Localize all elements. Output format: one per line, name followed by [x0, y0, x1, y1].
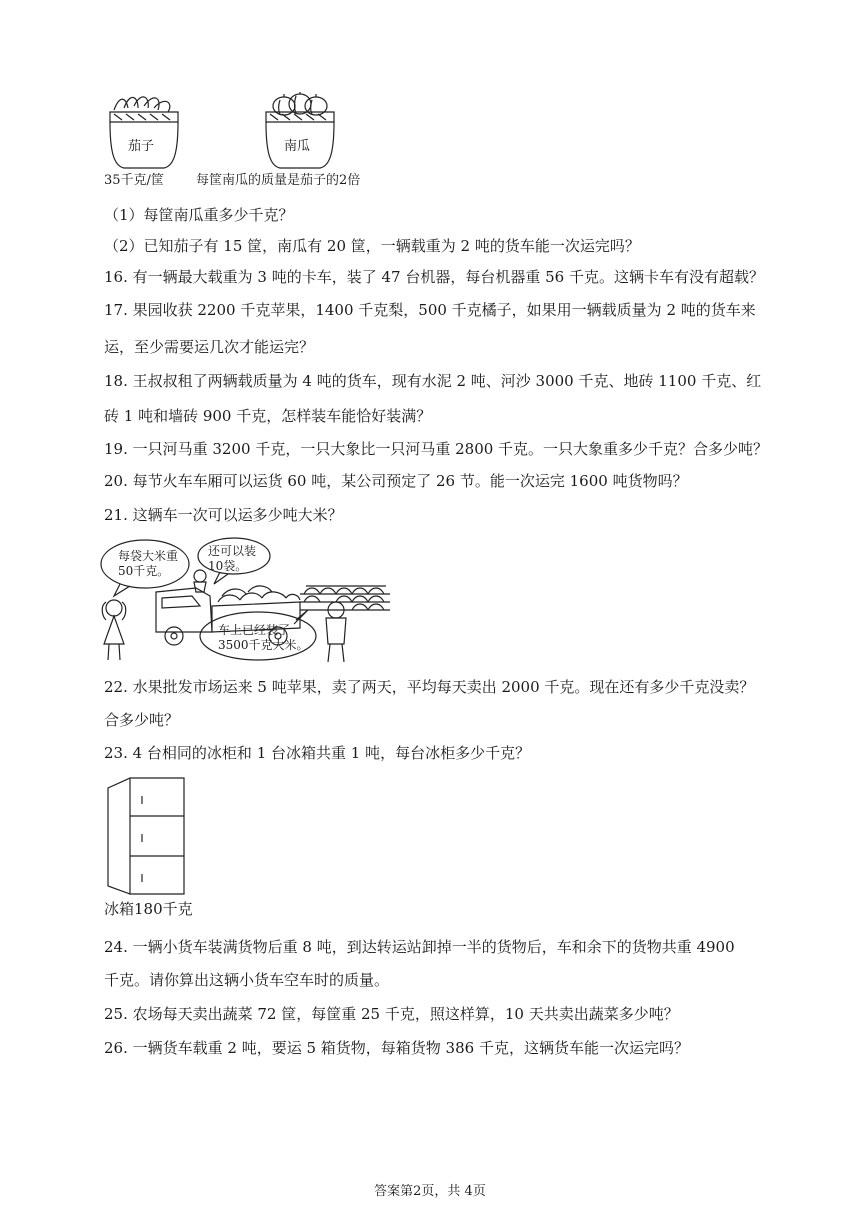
question-24-line1: 24. 一辆小货车装满货物后重 8 吨，到达转运站卸掉一半的货物后，车和余下的货物共重 4900: [104, 938, 735, 956]
speech-bubble-rice-loaded: 车上已经装了 3500千克大米。: [218, 623, 309, 652]
pumpkin-note: 每筐南瓜的质量是茄子的2倍: [196, 173, 361, 188]
question-22-line2: 合多少吨？: [104, 711, 180, 729]
question-18-line2: 砖 1 吨和墙砖 900 千克，怎样装车能恰好装满？: [104, 407, 432, 425]
question-19: 19. 一只河马重 3200 千克，一只大象比一只河马重 2800 千克。一只大象重多少千克？合多少吨？: [104, 440, 769, 458]
speech-bubble-bags-left: 还可以装 10袋。: [208, 544, 257, 573]
question-15-2: （2）已知茄子有 15 筐，南瓜有 20 筐，一辆载重为 2 吨的货车能一次运完吗？: [104, 237, 640, 255]
question-17-line2: 运，至少需要运几次才能运完？: [104, 338, 315, 356]
pumpkin-label: 南瓜: [284, 139, 311, 154]
question-25: 25. 农场每天卖出蔬菜 72 筐，每筐重 25 千克，照这样算，10 天共卖出蔬菜多少吨？: [104, 1005, 679, 1023]
question-21: 21. 这辆车一次可以运多少吨大米？: [104, 506, 343, 524]
question-18-line1: 18. 王叔叔租了两辆载质量为 4 吨的货车，现有水泥 2 吨、河沙 3000 千克、地砖 1100 千克、红: [104, 372, 762, 390]
question-16: 16. 有一辆最大载重为 3 吨的卡车，装了 47 台机器，每台机器重 56 千克。这辆卡车有没有超载？: [104, 268, 764, 286]
question-24-line2: 千克。请你算出这辆小货车空车时的质量。: [104, 971, 390, 989]
speech-bubble-rice-bag-weight: 每袋大米重 50千克。: [118, 549, 179, 578]
page-footer: 答案第2页，共 4页: [374, 1184, 486, 1199]
question-17-line1: 17. 果园收获 2200 千克苹果，1400 千克梨，500 千克橘子，如果用一辆载质量为 2 吨的货车来: [104, 301, 756, 319]
eggplant-label: 茄子: [128, 139, 155, 154]
eggplant-basket-figure: [104, 92, 184, 172]
question-15-1: （1）每筐南瓜重多少千克？: [104, 206, 294, 224]
refrigerator-figure: [104, 774, 188, 898]
question-20: 20. 每节火车车厢可以运货 60 吨，某公司预定了 26 节。能一次运完 1600 吨货物吗？: [104, 472, 688, 490]
question-23: 23. 4 台相同的冰柜和 1 台冰箱共重 1 吨，每台冰柜多少千克？: [104, 744, 531, 762]
eggplant-weight: 35千克/筐: [104, 173, 164, 188]
question-22-line1: 22. 水果批发市场运来 5 吨苹果，卖了两天，平均每天卖出 2000 千克。现在还有多少千克没卖？: [104, 678, 755, 696]
refrigerator-caption: 冰箱180千克: [104, 900, 193, 918]
pumpkin-basket-figure: [260, 92, 340, 172]
question-26: 26. 一辆货车载重 2 吨，要运 5 箱货物，每箱货物 386 千克，这辆货车能一次运完吗？: [104, 1039, 689, 1057]
